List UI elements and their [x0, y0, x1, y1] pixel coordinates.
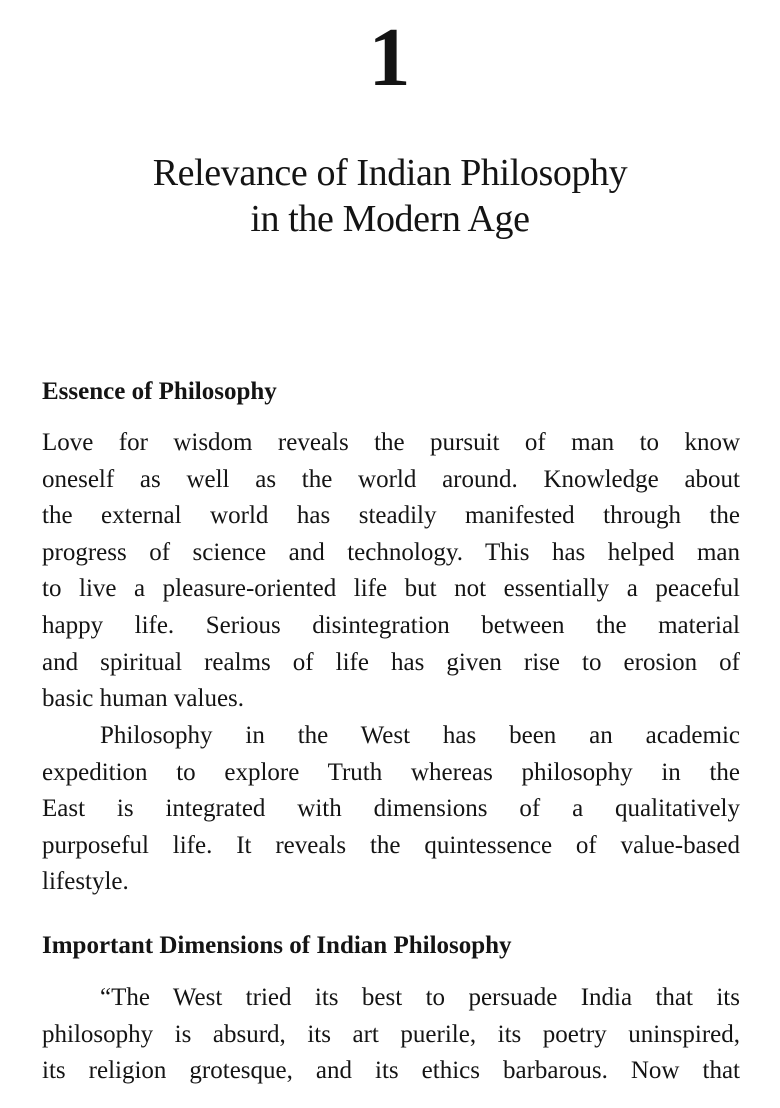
text-line: to live a pleasure-oriented life but not essentially a peaceful — [42, 575, 740, 603]
section-heading: Essence of Philosophy — [42, 378, 277, 405]
text-line: the external world has steadily manifested through the — [42, 502, 740, 530]
text-line: expedition to explore Truth whereas philosophy in the — [42, 758, 740, 786]
text-line: basic human values. — [42, 685, 245, 713]
text-line: Love for wisdom reveals the pursuit of man to know — [42, 429, 740, 456]
text-line: oneself as well as the world around. Knowledge about — [42, 465, 740, 493]
text-line: East is integrated with dimensions of a qualitatively — [42, 795, 740, 823]
text-line: “The West tried its best to persuade India that its — [100, 984, 740, 1011]
paragraph — [42, 718, 740, 901]
paragraph — [42, 980, 740, 1090]
paragraph — [42, 425, 740, 718]
chapter-title — [0, 150, 780, 242]
chapter-title-line: Relevance of Indian Philosophy — [152, 152, 628, 194]
chapter-number: 1 — [368, 11, 412, 104]
chapter-title-line: in the Modern Age — [250, 198, 530, 240]
section-heading: Important Dimensions of Indian Philosophy — [42, 932, 512, 959]
text-line: and spiritual realms of life has given rise to erosion of — [42, 648, 740, 676]
text-line: lifestyle. — [42, 868, 129, 896]
text-line: progress of science and technology. This has helped man — [42, 538, 740, 566]
text-line: happy life. Serious disintegration between the material — [42, 611, 740, 639]
text-line: philosophy is absurd, its art puerile, its poetry uninspired, — [42, 1020, 740, 1048]
text-line: its religion grotesque, and its ethics barbarous. Now that — [42, 1057, 740, 1085]
text-line: Philosophy in the West has been an academic — [100, 722, 740, 749]
text-line: purposeful life. It reveals the quintessence of value-based — [42, 831, 740, 859]
